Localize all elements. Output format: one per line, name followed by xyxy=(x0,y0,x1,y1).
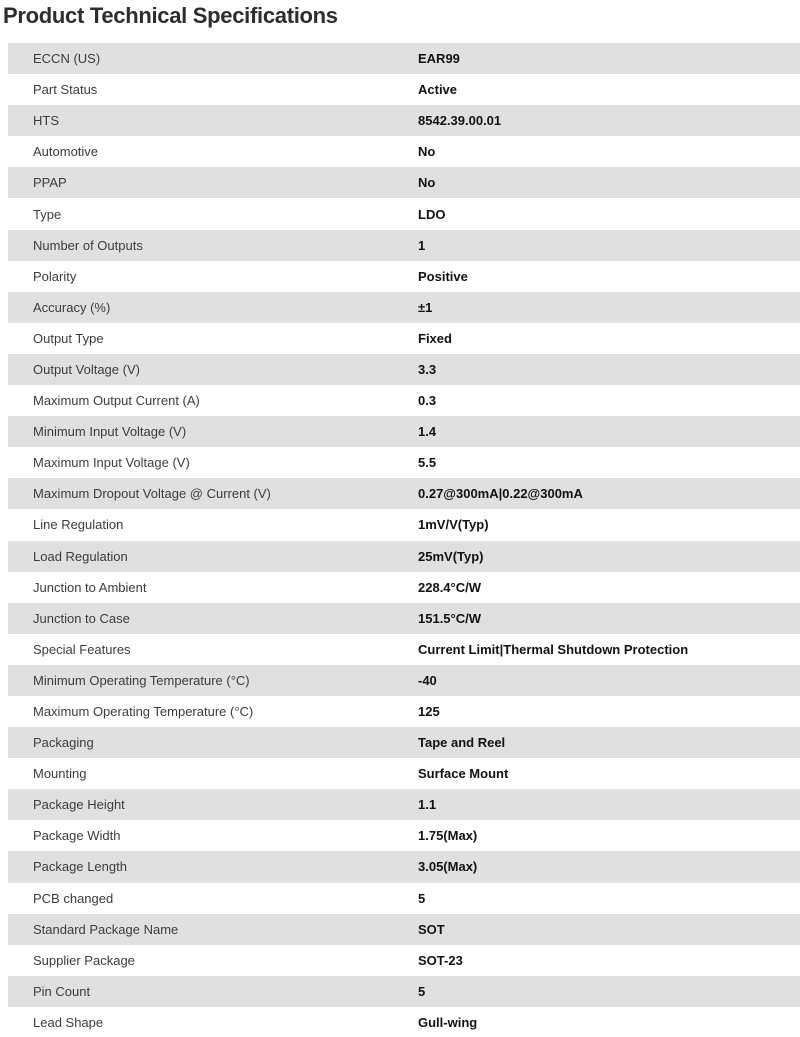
spec-label: Package Width xyxy=(33,828,121,844)
spec-value: -40 xyxy=(418,672,437,688)
spec-value: LDO xyxy=(418,206,446,222)
spec-label: Standard Package Name xyxy=(33,921,179,937)
spec-value: SOT xyxy=(418,921,445,937)
spec-value: 5 xyxy=(418,983,426,999)
spec-label: Type xyxy=(33,206,62,222)
spec-row-max-operating-temp xyxy=(8,696,800,727)
spec-row-hts xyxy=(8,105,800,136)
spec-label: Maximum Operating Temperature (°C) xyxy=(33,704,254,720)
spec-label: Mounting xyxy=(33,766,87,782)
spec-label: Special Features xyxy=(33,641,131,657)
spec-row-max-dropout-voltage xyxy=(8,478,800,509)
spec-row-eccn xyxy=(8,43,800,74)
spec-value: 8542.39.00.01 xyxy=(418,113,502,129)
spec-row-package-width xyxy=(8,820,800,851)
spec-label: Minimum Operating Temperature (°C) xyxy=(33,672,250,688)
spec-row-packaging xyxy=(8,727,800,758)
spec-row-standard-package-name xyxy=(8,914,800,945)
spec-value: 1.1 xyxy=(418,797,437,813)
spec-value: 3.05(Max) xyxy=(418,859,478,875)
spec-label: Output Voltage (V) xyxy=(33,361,140,377)
spec-value: Fixed xyxy=(418,330,452,346)
spec-label: Automotive xyxy=(33,144,99,160)
spec-value: 1 xyxy=(418,237,426,253)
spec-row-type xyxy=(8,198,800,229)
spec-label: PCB changed xyxy=(33,890,114,906)
spec-row-supplier-package xyxy=(8,945,800,976)
spec-value: 228.4°C/W xyxy=(418,579,482,595)
spec-row-package-height xyxy=(8,789,800,820)
spec-label: Line Regulation xyxy=(33,517,124,533)
spec-row-output-voltage xyxy=(8,354,800,385)
spec-label: PPAP xyxy=(33,175,67,191)
spec-row-min-input-voltage xyxy=(8,416,800,447)
spec-row-lead-shape xyxy=(8,1007,800,1037)
spec-value: No xyxy=(418,175,436,191)
spec-value: 25mV(Typ) xyxy=(418,548,484,564)
spec-label: Pin Count xyxy=(33,983,91,999)
spec-value: Gull-wing xyxy=(418,1014,478,1030)
spec-table xyxy=(8,43,800,1037)
spec-value: Positive xyxy=(418,268,468,284)
spec-label: Maximum Dropout Voltage @ Current (V) xyxy=(33,486,271,502)
spec-row-package-length xyxy=(8,851,800,882)
spec-row-max-input-voltage xyxy=(8,447,800,478)
spec-label: Polarity xyxy=(33,268,77,284)
spec-value: 0.27@300mA|0.22@300mA xyxy=(418,486,583,502)
spec-row-pin-count xyxy=(8,976,800,1007)
spec-value: EAR99 xyxy=(418,51,460,67)
spec-row-output-type xyxy=(8,323,800,354)
spec-label: Junction to Case xyxy=(33,610,130,626)
spec-label: Output Type xyxy=(33,330,104,346)
spec-row-mounting xyxy=(8,758,800,789)
spec-row-line-regulation xyxy=(8,509,800,540)
spec-value: Surface Mount xyxy=(418,766,509,782)
spec-row-pcb-changed xyxy=(8,883,800,914)
spec-value: 1mV/V(Typ) xyxy=(418,517,489,533)
spec-value: ±1 xyxy=(418,299,433,315)
spec-label: Junction to Ambient xyxy=(33,579,147,595)
spec-row-special-features xyxy=(8,634,800,665)
spec-label: Minimum Input Voltage (V) xyxy=(33,424,187,440)
spec-label: Packaging xyxy=(33,735,94,751)
spec-value: 125 xyxy=(418,704,440,720)
spec-label: Maximum Input Voltage (V) xyxy=(33,455,190,471)
spec-row-load-regulation xyxy=(8,541,800,572)
spec-row-accuracy xyxy=(8,292,800,323)
spec-row-part-status xyxy=(8,74,800,105)
spec-value: Active xyxy=(418,82,458,98)
spec-label: Accuracy (%) xyxy=(33,299,111,315)
spec-value: 0.3 xyxy=(418,393,437,409)
spec-row-ppap xyxy=(8,167,800,198)
spec-row-junction-to-ambient xyxy=(8,572,800,603)
spec-value: 151.5°C/W xyxy=(418,610,482,626)
spec-label: Package Length xyxy=(33,859,127,875)
spec-label: Number of Outputs xyxy=(33,237,143,253)
spec-value: Tape and Reel xyxy=(418,735,506,751)
spec-row-max-output-current xyxy=(8,385,800,416)
spec-value: 1.4 xyxy=(418,424,437,440)
page-title: Product Technical Specifications xyxy=(3,3,338,28)
spec-label: Supplier Package xyxy=(33,952,135,968)
spec-row-min-operating-temp xyxy=(8,665,800,696)
spec-row-polarity xyxy=(8,261,800,292)
spec-label: Maximum Output Current (A) xyxy=(33,393,200,409)
spec-label: ECCN (US) xyxy=(33,51,101,67)
spec-label: Package Height xyxy=(33,797,125,813)
spec-label: Part Status xyxy=(33,82,98,98)
spec-label: Load Regulation xyxy=(33,548,128,564)
spec-value: No xyxy=(418,144,436,160)
spec-label: Lead Shape xyxy=(33,1014,104,1030)
spec-value: 5.5 xyxy=(418,455,437,471)
spec-row-junction-to-case xyxy=(8,603,800,634)
spec-value: 3.3 xyxy=(418,361,437,377)
spec-label: HTS xyxy=(33,113,59,129)
spec-value: 1.75(Max) xyxy=(418,828,478,844)
spec-row-automotive xyxy=(8,136,800,167)
spec-value: Current Limit|Thermal Shutdown Protection xyxy=(418,641,689,657)
spec-value: SOT-23 xyxy=(418,952,463,968)
spec-row-number-of-outputs xyxy=(8,230,800,261)
spec-value: 5 xyxy=(418,890,426,906)
